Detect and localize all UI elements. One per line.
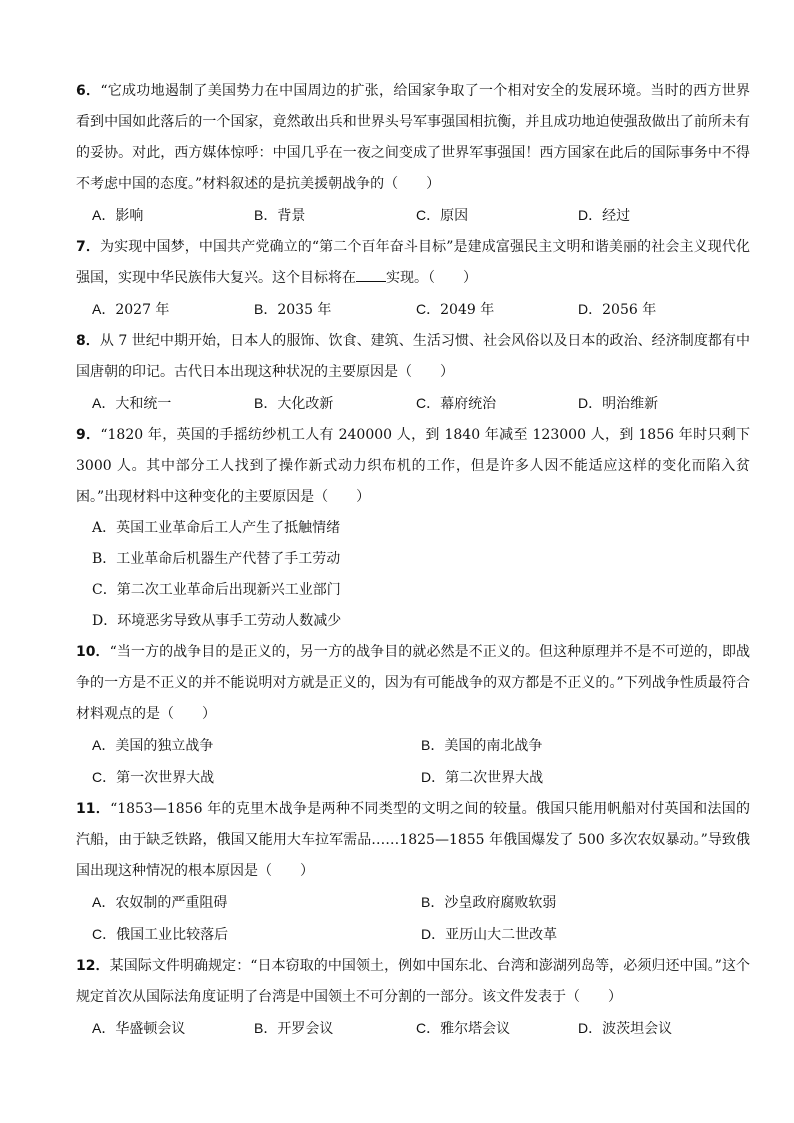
question-text-tail: 实现。（ ） bbox=[386, 270, 477, 286]
question-11-stem bbox=[76, 794, 750, 887]
option-b[interactable]: B．大化改新 bbox=[254, 395, 334, 412]
option-b[interactable]: B．2035 年 bbox=[254, 301, 332, 318]
option-d[interactable]: D．环境恶劣导致从事手工劳动人数减少 bbox=[92, 613, 342, 629]
options-row bbox=[76, 1013, 750, 1045]
question-12-stem bbox=[76, 951, 750, 1013]
option-b[interactable]: B．工业革命后机器生产代替了手工劳动 bbox=[92, 551, 341, 567]
options-row bbox=[76, 730, 750, 762]
option-c[interactable]: C．2049 年 bbox=[416, 301, 495, 318]
option-c[interactable]: C．第一次世界大战 bbox=[92, 769, 215, 786]
option-a[interactable]: A．农奴制的严重阻碍 bbox=[92, 894, 228, 911]
option-b[interactable]: B．美国的南北战争 bbox=[421, 737, 543, 754]
question-7-stem bbox=[76, 232, 750, 294]
options-row bbox=[76, 294, 750, 326]
question-text: “当一方的战争目的是正义的，另一方的战争目的就必然是不正义的。但这种原理并不是不可逆的，即战争的一方是不正义的并不能说明对方就是正义的，因为有可能战争的双方都是不正义的。”下列战争性质最符合材料观点的是（ ） bbox=[76, 644, 751, 722]
option-a[interactable]: A．大和统一 bbox=[92, 395, 172, 412]
question-number: 11． bbox=[76, 801, 111, 817]
option-c[interactable]: C．俄国工业比较落后 bbox=[92, 926, 229, 943]
option-a[interactable]: A．2027 年 bbox=[92, 301, 170, 318]
question-6-stem bbox=[76, 76, 750, 200]
fill-blank bbox=[356, 267, 386, 282]
options-row bbox=[76, 887, 750, 919]
option-b[interactable]: B．背景 bbox=[254, 207, 306, 224]
question-list bbox=[76, 76, 750, 1045]
question-text: “它成功地遏制了美国势力在中国周边的扩张，给国家争取了一个相对安全的发展环境。当时的西方世界看到中国如此落后的一个国家，竟然敢出兵和世界头号军事强国相抗衡，并且成功地迫使强敌做出了前所未有的妥协。对此，西方媒体惊呼：中国几乎在一夜之间变成了世界军事强国！西方国家在此后的国际事务中不得不考虑中国的态度。”材料叙述的是抗美援朝战争的（ ） bbox=[76, 83, 751, 192]
option-d[interactable]: D．2056 年 bbox=[578, 301, 657, 318]
question-text: “1853—1856 年的克里木战争是两种不同类型的文明之间的较量。俄国只能用帆船对付英国和法国的汽船，由于缺乏铁路，俄国又能用大车拉军需品……1825—1855 年俄国爆发了 500 多次农奴暴动。”导致俄国出现这种情况的根本原因是（ ） bbox=[76, 801, 750, 879]
option-d[interactable]: D．亚历山大二世改革 bbox=[421, 926, 558, 943]
question-8-stem bbox=[76, 326, 750, 388]
question-number: 12． bbox=[76, 958, 110, 974]
option-c[interactable]: C．雅尔塔会议 bbox=[416, 1020, 511, 1037]
option-b[interactable]: B．沙皇政府腐败软弱 bbox=[421, 894, 557, 911]
question-9 bbox=[76, 420, 750, 637]
question-text: 某国际文件明确规定：“日本窃取的中国领土，例如中国东北、台湾和澎湖列岛等，必须归还中国。”这个规定首次从国际法角度证明了台湾是中国领土不可分割的一部分。该文件发表于（ ） bbox=[76, 958, 751, 1005]
question-12 bbox=[76, 951, 750, 1045]
option-d[interactable]: D．经过 bbox=[578, 207, 631, 224]
options-row bbox=[76, 200, 750, 232]
question-text: 从 7 世纪中期开始，日本人的服饰、饮食、建筑、生活习惯、社会风俗以及日本的政治、经济制度都有中国唐朝的印记。古代日本出现这种状况的主要原因是（ ） bbox=[76, 333, 750, 380]
question-text: 为实现中国梦，中国共产党确立的“第二个百年奋斗目标”是建成富强民主文明和谐美丽的社会主义现代化强国，实现中华民族伟大复兴。这个目标将在 bbox=[76, 239, 751, 286]
option-d[interactable]: D．波茨坦会议 bbox=[578, 1020, 673, 1037]
option-a[interactable]: A．华盛顿会议 bbox=[92, 1020, 186, 1037]
question-number: 10． bbox=[76, 644, 110, 660]
question-number: 6． bbox=[76, 83, 101, 99]
option-b[interactable]: B．开罗会议 bbox=[254, 1020, 334, 1037]
option-c[interactable]: C．第二次工业革命后出现新兴工业部门 bbox=[92, 582, 341, 598]
question-number: 8． bbox=[76, 333, 100, 349]
option-a[interactable]: A．美国的独立战争 bbox=[92, 737, 214, 754]
option-a[interactable]: A．影响 bbox=[92, 207, 144, 224]
question-10-stem bbox=[76, 637, 750, 730]
question-text: “1820 年，英国的手摇纺纱机工人有 240000 人，到 1840 年减至 123000 人，到 1856 年时只剩下 3000 人。其中部分工人找到了操作新式动力织布机的工作，但是许多人因不能适应这样的变化而陷入贫困。”出现材料中这种变化的主要原因是（ ） bbox=[76, 427, 750, 505]
option-d[interactable]: D．明治维新 bbox=[578, 395, 659, 412]
question-7 bbox=[76, 232, 750, 326]
question-number: 7． bbox=[76, 239, 100, 255]
question-number: 9． bbox=[76, 427, 101, 443]
question-9-stem bbox=[76, 420, 750, 513]
options-row bbox=[76, 388, 750, 420]
question-10 bbox=[76, 637, 750, 794]
question-6 bbox=[76, 76, 750, 232]
question-11 bbox=[76, 794, 750, 951]
option-d[interactable]: D．第二次世界大战 bbox=[421, 769, 544, 786]
option-a[interactable]: A．英国工业革命后工人产生了抵触情绪 bbox=[92, 520, 341, 536]
question-8 bbox=[76, 326, 750, 420]
options-row bbox=[76, 919, 750, 951]
option-c[interactable]: C．幕府统治 bbox=[416, 395, 497, 412]
options-row bbox=[76, 762, 750, 794]
option-c[interactable]: C．原因 bbox=[416, 207, 469, 224]
